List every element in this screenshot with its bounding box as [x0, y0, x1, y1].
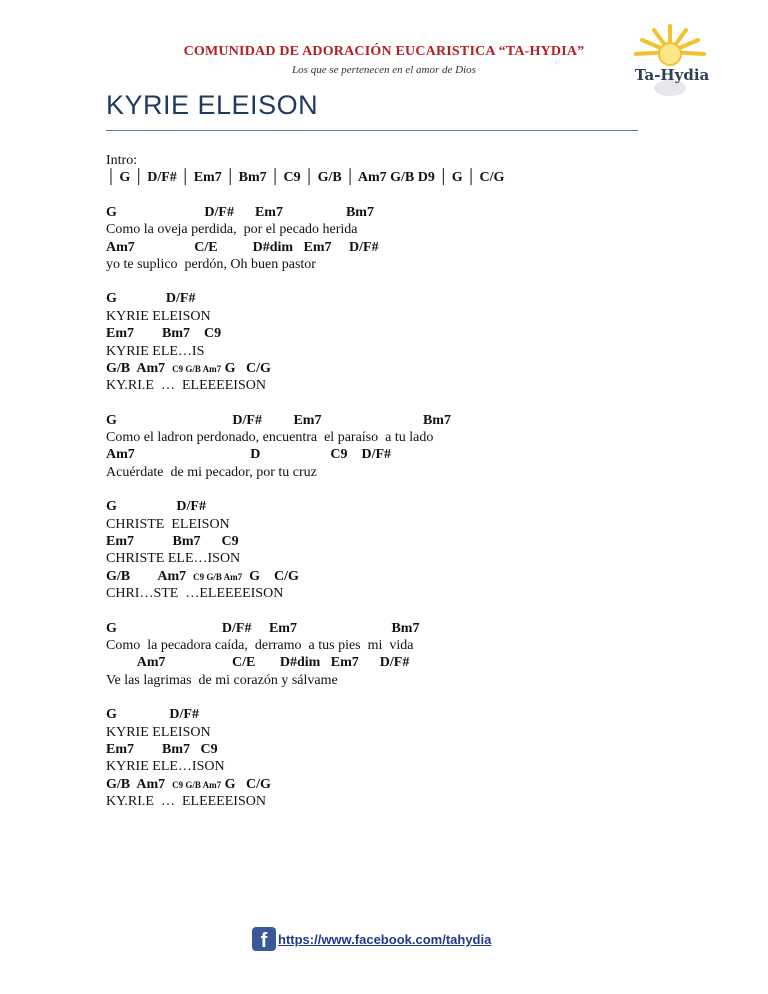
kyrie1-lyric-3: KY.RI.E … ELEEEEISON: [106, 378, 266, 394]
christe-chords-2: Em7 Bm7 C9: [106, 534, 239, 550]
kyrie1-chords-3a: G/B Am7: [106, 360, 173, 376]
verse1-lyric-2: yo te suplico perdón, Oh buen pastor: [106, 256, 316, 272]
kyrie1-chords-2: Em7 Bm7 C9: [106, 326, 222, 342]
kyrie1-lyric-2: KYRIE ELE…IS: [106, 343, 205, 359]
facebook-icon[interactable]: f: [252, 927, 276, 951]
kyrie2-chords-3a: G/B Am7: [106, 776, 173, 792]
kyrie2-chords-3c: G C/G: [221, 776, 271, 792]
verse3-chords-1: G D/F# Em7 Bm7: [106, 620, 420, 636]
kyrie2-lyric-1: KYRIE ELEISON: [106, 724, 211, 740]
christe-lyric-2: CHRISTE ELE…ISON: [106, 551, 241, 567]
kyrie1-chords-3: [106, 360, 666, 377]
intro-chords: │ G │ D/F# │ Em7 │ Bm7 │ C9 │ G/B │ Am7 G/B D9 │ G │ C/G: [106, 170, 505, 186]
verse3-lyric-1: Como la pecadora caída, derramo a tus pies mi vida: [106, 637, 414, 653]
logo-text: Ta-Hydia: [634, 66, 710, 84]
kyrie2-chords-1: G D/F#: [106, 707, 199, 723]
intro-label: Intro:: [106, 153, 138, 168]
verse1-chords-2: Am7 C/E D#dim Em7 D/F#: [106, 239, 379, 255]
kyrie1-lyric-1: KYRIE ELEISON: [106, 308, 211, 324]
verse2-lyric-1: Como el ladron perdonado, encuentra el paraíso a tu lado: [106, 430, 434, 446]
verse2-lyric-2: Acuérdate de mi pecador, por tu cruz: [106, 464, 317, 480]
kyrie2-chords-3b: C9 G/B Am7: [172, 779, 222, 790]
monstrance-logo-icon: [624, 22, 716, 102]
kyrie1-chords-3c: G C/G: [221, 360, 271, 376]
christe-chords-1: G D/F#: [106, 499, 206, 515]
kyrie2-chords-3: [106, 776, 666, 793]
verse3-chords-2: Am7 C/E D#dim Em7 D/F#: [106, 655, 410, 671]
kyrie1-chords-1: G D/F#: [106, 291, 196, 307]
christe-chords-3c: G C/G: [242, 568, 299, 584]
facebook-link[interactable]: https://www.facebook.com/tahydia: [278, 932, 492, 947]
verse1-chords-1: G D/F# Em7 Bm7: [106, 204, 374, 220]
song-body: [106, 152, 666, 811]
christe-lyric-1: CHRISTE ELEISON: [106, 516, 230, 532]
verse2-chords-2: Am7 D C9 D/F#: [106, 447, 392, 463]
christe-lyric-3: CHRI…STE …ELEEEEISON: [106, 586, 284, 602]
verse3-lyric-2: Ve las lagrimas de mi corazón y sálvame: [106, 672, 338, 688]
christe-chords-3: [106, 568, 666, 585]
verse1-lyric-1: Como la oveja perdida, por el pecado herida: [106, 222, 358, 238]
kyrie1-chords-3b: C9 G/B Am7: [172, 363, 222, 374]
header-tagline: Los que se pertenecen en el amor de Dios: [292, 64, 476, 76]
kyrie2-chords-2: Em7 Bm7 C9: [106, 741, 218, 757]
page-title: KYRIE ELEISON: [106, 90, 319, 120]
christe-chords-3a: G/B Am7: [106, 568, 194, 584]
kyrie2-lyric-3: KY.RI.E … ELEEEEISON: [106, 794, 266, 810]
kyrie2-lyric-2: KYRIE ELE…ISON: [106, 759, 225, 775]
verse2-chords-1: G D/F# Em7 Bm7: [106, 412, 451, 428]
title-underline: [106, 130, 638, 131]
christe-chords-3b: C9 G/B Am7: [193, 571, 243, 582]
header-org-title: COMUNIDAD DE ADORACIÓN EUCARISTICA “TA-HYDIA”: [183, 44, 585, 59]
